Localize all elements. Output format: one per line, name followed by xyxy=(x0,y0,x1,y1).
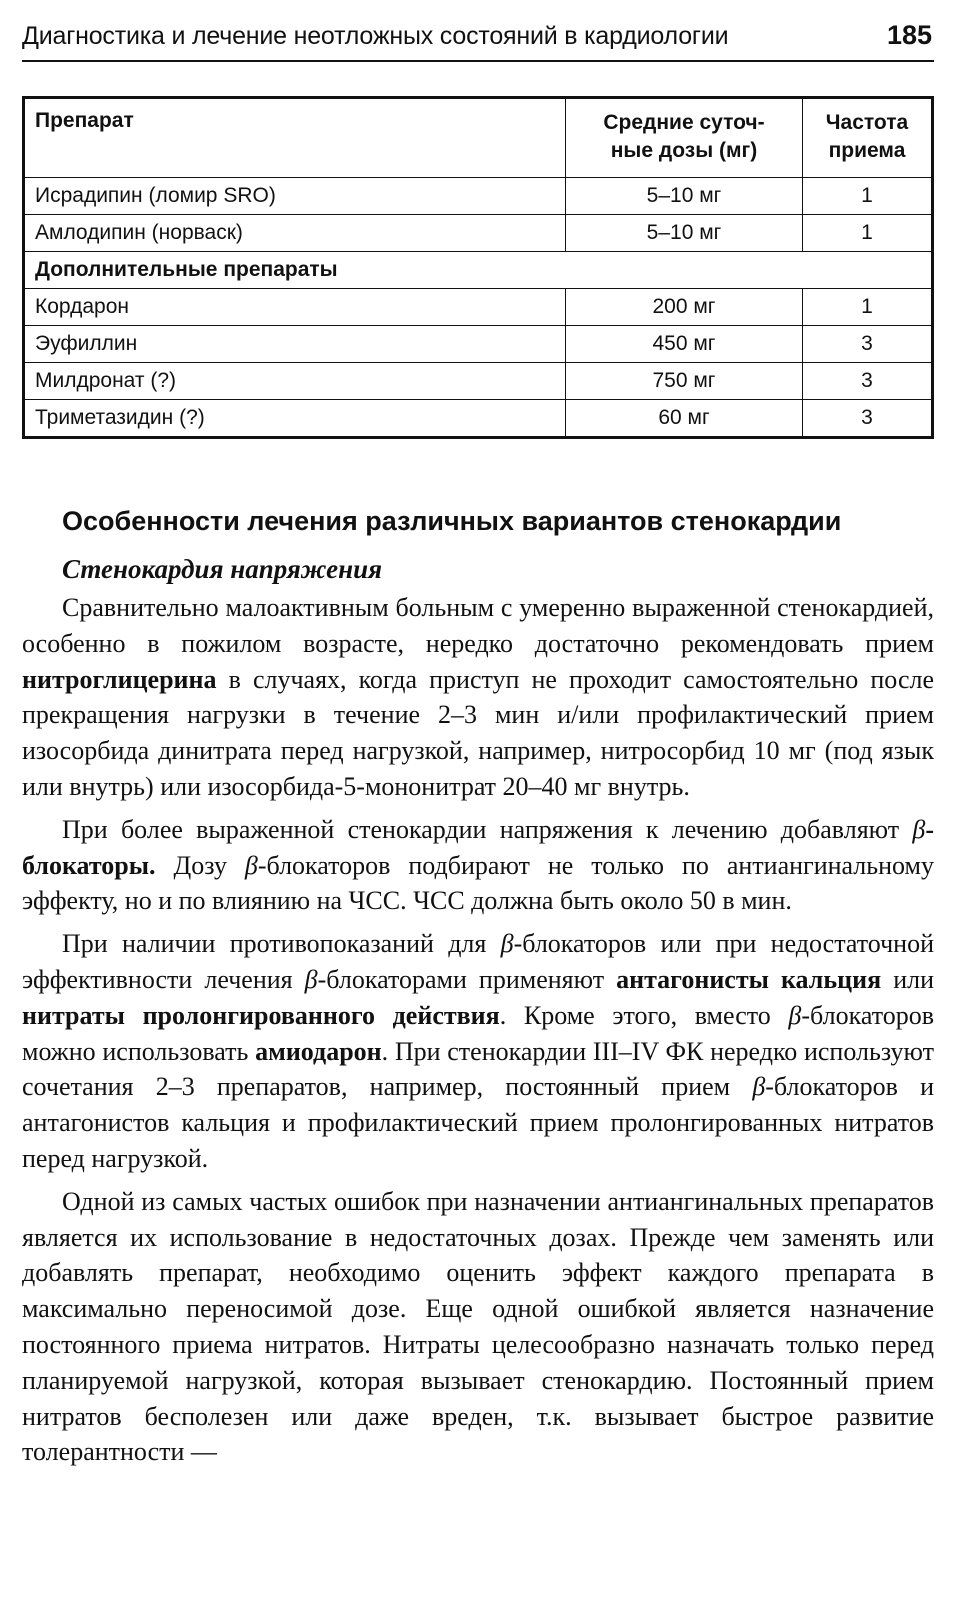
table-subheader-row xyxy=(24,252,933,289)
drug-name: Триметазидин (?) xyxy=(24,400,566,438)
drug-frequency: 3 xyxy=(803,400,933,438)
drug-frequency: 3 xyxy=(803,363,933,400)
drug-dose: 60 мг xyxy=(566,400,803,438)
table-header-row xyxy=(24,98,933,178)
table-row xyxy=(24,326,933,363)
drug-name: Эуфиллин xyxy=(24,326,566,363)
table-subheader: Дополнительные препараты xyxy=(24,252,933,289)
drug-name: Исрадипин (ломир SRO) xyxy=(24,178,566,215)
subsection-title: Стенокардия напряжения xyxy=(62,554,383,584)
drug-dose: 750 мг xyxy=(566,363,803,400)
body-text xyxy=(22,590,934,1477)
drug-dose: 5–10 мг xyxy=(566,215,803,252)
column-header-drug: Препарат xyxy=(24,98,566,178)
table-row xyxy=(24,178,933,215)
paragraph: При более выраженной стенокардии напряжения к лечению добавляют β-блокаторы. Дозу β-блокаторов подбирают не только по антиангинальному эффекту, но и по влиянию на ЧСС. ЧСС должна быть около 50 в мин. xyxy=(22,814,934,916)
table-row xyxy=(24,363,933,400)
drug-dose: 5–10 мг xyxy=(566,178,803,215)
drug-name: Милдронат (?) xyxy=(24,363,566,400)
table-row xyxy=(24,289,933,326)
section-title: Особенности лечения различных вариантов стенокардии xyxy=(62,506,842,536)
table-row xyxy=(24,400,933,438)
drug-frequency: 1 xyxy=(803,215,933,252)
drug-dose-table xyxy=(22,96,934,439)
column-header-frequency: Частота приема xyxy=(803,98,933,178)
drug-name: Амлодипин (норваск) xyxy=(24,215,566,252)
drug-dose: 200 мг xyxy=(566,289,803,326)
drug-name: Кордарон xyxy=(24,289,566,326)
page-number: 185 xyxy=(886,20,932,50)
running-title: Диагностика и лечение неотложных состояний в кардиологии xyxy=(22,22,729,50)
paragraph: При наличии противопоказаний для β-блокаторов или при недостаточной эффективности лечения β-блокаторами применяют антагонисты кальция или нитраты пролонгированного действия. Кроме этого, вместо β-блокаторов можно использовать амиодарон. При стенокардии III–IV ФК нередко используют сочетания 2–3 препаратов, например, постоянный прием β-блокаторов и антагонистов кальция и профилактический прием пролонгированных нитратов перед нагрузкой. xyxy=(22,929,934,1173)
table-row xyxy=(24,215,933,252)
column-header-dose: Средние суточ- ные дозы (мг) xyxy=(566,98,803,178)
drug-dose: 450 мг xyxy=(566,326,803,363)
paragraph: Сравнительно малоактивным больным с умеренно выраженной стенокардией, особенно в пожилом возрасте, нередко достаточно рекомендовать прием нитроглицерина в случаях, когда приступ не проходит самостоятельно после прекращения нагрузки в течение 2–3 мин и/или профилактический прием изосорбида динитрата перед нагрузкой, например, нитросорбид 10 мг (под язык или внутрь) или изосорбида-5-мононитрат 20–40 мг внутрь. xyxy=(22,593,934,801)
drug-frequency: 1 xyxy=(803,178,933,215)
drug-frequency: 1 xyxy=(803,289,933,326)
paragraph: Одной из самых частых ошибок при назначении антиангинальных препаратов является их использование в недостаточных дозах. Прежде чем заменять или добавлять препарат, необходимо оценить эффект каждого препарата в максимально переносимой дозе. Еще одной ошибкой является назначение постоянного приема нитратов. Нитраты целесообразно назначать только перед планируемой нагрузкой, которая вызывает стенокардию. Постоянный прием нитратов бесполезен или даже вреден, т.к. вызывает быстрое развитие толерантности — xyxy=(22,1186,934,1467)
drug-frequency: 3 xyxy=(803,326,933,363)
page-header xyxy=(22,20,934,62)
